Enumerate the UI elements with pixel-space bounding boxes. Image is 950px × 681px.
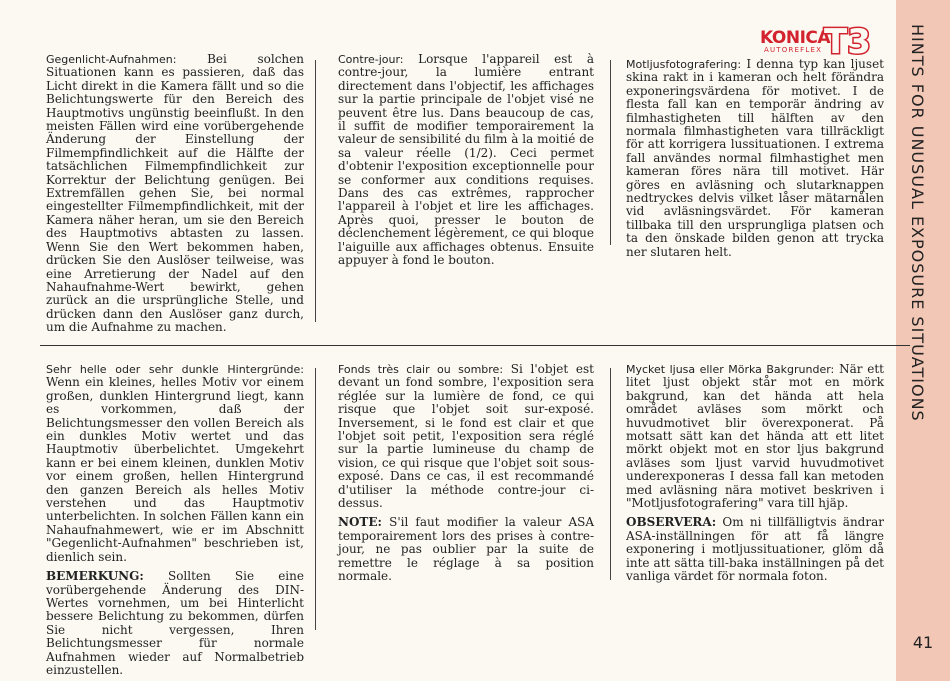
german-backlight-section <box>46 53 304 335</box>
section-heading: Sehr helle oder sehr dunkle Hintergründe: <box>46 363 304 376</box>
french-backlight-section <box>338 53 594 268</box>
t3-model-mark <box>822 22 882 56</box>
section-body: När ett litet ljust objekt står mot en mörk bakgrund, kan det hända att hela området avläses som mörkt och huvudmotivet blir överexponerat. På motsatt sätt kan det hända att ett litet mörkt objekt mot en stor ljus bakgrund avläses som ljust varvid huvudmotivet underexponeras I dessa fall kan metoden med avläsning nära motivet beskriven i "Motljusfotografering" vara till hjäp. <box>626 362 885 511</box>
section-body: Bei solchen Situationen kann es passieren, daß das Licht direkt in die Kamera fällt und so die Belichtungswerte für den Bereich des Hauptmotivs ungünstig beeinflußt. In den meisten Fällen wird eine vorübergehende Änderung der Einstellung der Filmempfindlichkeit auf die Hälfte der tatsächlichen Filmempfindlichkeit zur Korrektur der Belichtung genügen. Bei Extremfällen gehen Sie, bei normal eingestellter Filmempfindlichkeit, mit der Kamera näher heran, um sie den Bereich des Hauptmotivs abtasten zu lassen. Wenn Sie den Wert bekommen haben, drücken Sie den Auslöser teilweise, was eine Arretierung der Nadel auf den Nahaufnahme-Wert bewirkt, gehen zurück an die ursprüngliche Stelle, und drücken dann den Auslöser ganz durch, um die Aufnahme zu machen. <box>46 52 304 335</box>
section-title: HINTS FOR UNUSUAL EXPOSURE SITUATIONS <box>908 24 927 422</box>
note-label: OBSERVERA: <box>626 515 717 530</box>
section-sidebar <box>896 0 950 681</box>
section-heading: Contre-jour: <box>338 53 404 66</box>
section-body: Lorsque l'appareil est à contre-jour, la lumière entrant directement dans l'objectif, les affichages sur la partie principale de l'objet visé ne peuvent être lus. Dans beaucoup de cas, il suffit de modifier temporairement la valeur de sensibilité du film à la moitié de sa valeur réelle (1/2). Ceci permet d'obtenir l'exposition exceptionnelle pour se conformer aux conditions requises. Dans des cas extrêmes, rapprocher l'appareil à l'objet et lire les affichages. Après quoi, presser le bouton de déclenchement légèrement, ce qui bloque l'aiguille aux affichages obtenus. Ensuite appuyer à fond le bouton. <box>338 52 594 268</box>
note-body: S'il faut modifier la valeur ASA temporairement lors des prises à contre-jour, ne pas oublier par la suite de remettre le réglage à sa position normale. <box>338 515 594 584</box>
section-body: I denna typ kan ljuset skina rakt in i kameran och helt förändra exponeringsvärdena för motivet. I de flesta fall kan en temporär ändring av filmhastigheten till hälften av den normala filmhastigheten vara tillräckligt för att korrigera lussituationen. I extrema fall användes normal filmhastighet men kameran föres nära till motivet. Här göres en avläsning och slutarknappen nedtryckes delvis vilket låser mätarnålen vid avläsningsvärdet. För kameran tillbaka till den ursprungliga platsen och ta den önskade bilden genon att trycka ner slutaren helt. <box>626 57 884 259</box>
section-heading: Motljusfotografering: <box>626 58 742 71</box>
section-heading: Gegenlicht-Aufnahmen: <box>46 53 177 66</box>
section-heading: Fonds très clair ou sombre: <box>338 363 504 376</box>
section-body: Wenn ein kleines, helles Motiv vor einem großen, dunklen Hintergrund liegt, kann es vorkommen, daß der Belichtungsmesser den vollen Bereich als ein dunkles Motiv wertet und das Hauptmotiv überbelichtet. Umgekehrt kann er bei einem kleinen, dunklen Motiv vor einem großen, hellen Hintergrund den ganzen Bereich als helles Motiv verstehen und das Hauptmotiv unterbelichten. In solchen Fällen kann ein Nahaufnahmewert, wie er im Abschnitt "Gegenlicht-Aufnahmen" beschrieben ist, dienlich sein. <box>46 375 304 564</box>
note-label: BEMERKUNG: <box>46 569 144 584</box>
konica-t3-logo <box>760 24 885 56</box>
brand-sub: AUTOREFLEX <box>764 46 823 54</box>
section-heading: Mycket ljusa eller Mörka Bakgrunder: <box>626 363 835 376</box>
column-divider <box>610 368 611 580</box>
french-background-section <box>338 363 594 584</box>
german-background-section <box>46 363 304 677</box>
column-divider <box>315 368 316 630</box>
swedish-backlight-section <box>626 58 884 259</box>
horizontal-divider <box>40 345 910 346</box>
note-label: NOTE: <box>338 515 382 530</box>
note-body: Sollten Sie eine vorübergehende Änderung des DIN-Wertes vornehmen, um bei Hinterlicht bessere Belichtung zu bekommen, dürfen Sie nicht vergessen, Ihren Belichtungsmesser für normale Aufnahmen wieder auf Normalbetrieb einzustellen. <box>46 569 304 677</box>
section-body: Si l'objet est devant un fond sombre, l'exposition sera réglée sur la lumière de fond, ce qui risque que l'objet soit sur-exposé. Inversement, si le fond est clair et que l'objet soit petit, l'exposition sera réglé sur la partie lumineuse du champ de vision, ce qui risque que l'objet soit sous-exposé. Dans ce cas, il est recommandé d'utiliser la méthode contre-jour ci-dessus. <box>338 362 594 511</box>
svg-text:T3: T3 <box>824 22 871 56</box>
note-body: Om ni tillfälligtvis ändrar ASA-inställningen för att få längre exponering i motljussituationer, glöm då inte att sätta till-baka inställningen på det vanliga värdet för normala foton. <box>626 515 884 584</box>
brand-name: KONICA <box>760 28 831 48</box>
column-divider <box>315 60 316 322</box>
column-divider <box>610 60 611 245</box>
swedish-background-section <box>626 363 884 584</box>
page-number: 41 <box>912 633 934 652</box>
